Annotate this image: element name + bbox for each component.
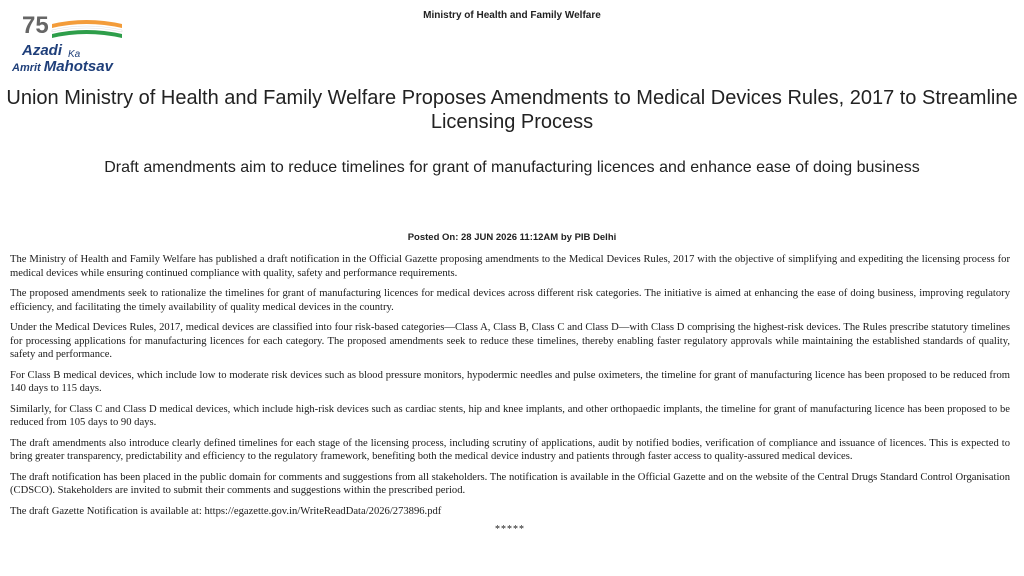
end-marker: ***** bbox=[495, 524, 525, 535]
release-body bbox=[10, 253, 1010, 535]
paragraph: The proposed amendments seek to rationalize the timelines for grant of manufacturing licences for medical devices across different risk categories. The initiative is aimed at enhancing the ease of doing business, improving regulatory efficiency, and facilitating the timely availability of quality medical devices in the country. bbox=[10, 288, 1010, 313]
ministry-header: Ministry of Health and Family Welfare bbox=[423, 10, 601, 21]
paragraph: The draft amendments also introduce clearly defined timelines for each stage of the licensing process, including scrutiny of applications, audit by notified bodies, verification of compliance and issuance of licences. This is expected to bring greater transparency, predictability and efficiency to the regulatory framework, benefiting both the medical device industry and patients through faster access to quality-assured medical devices. bbox=[10, 437, 1010, 462]
release-subtitle: Draft amendments aim to reduce timelines for grant of manufacturing licences and enhance ease of doing business bbox=[104, 159, 920, 176]
paragraph: For Class B medical devices, which include low to moderate risk devices such as blood pressure monitors, hypodermic needles and pulse oximeters, the timeline for grant of manufacturing licence has been proposed to be reduced from 140 days to 115 days. bbox=[10, 369, 1010, 394]
logo-number: 75 bbox=[22, 12, 49, 39]
release-title: Union Ministry of Health and Family Welfare Proposes Amendments to Medical Devices Rules, 2017 to Streamline Licensing Process bbox=[6, 87, 1018, 133]
azadi-ka-amrit-mahotsav-logo bbox=[12, 12, 152, 78]
gazette-prefix: The draft Gazette Notification is available at: bbox=[10, 505, 202, 517]
flag-swoosh-icon bbox=[50, 18, 124, 42]
paragraph: Similarly, for Class C and Class D medical devices, which include high-risk devices such as cardiac stents, hip and knee implants, and other orthopaedic implants, the timeline for grant of manufacturing licence has been proposed to be reduced from 105 days to 90 days. bbox=[10, 403, 1010, 428]
paragraph: The Ministry of Health and Family Welfare has published a draft notification in the Official Gazette proposing amendments to the Medical Devices Rules, 2017 with the objective of simplifying and expediting the licensing process for medical devices while ensuring continued compliance with quality, safety and performance requirements. bbox=[10, 254, 1010, 279]
paragraph: Under the Medical Devices Rules, 2017, medical devices are classified into four risk-based categories—Class A, Class B, Class C and Class D—with Class D comprising the highest-risk devices. The Rules prescribe statutory timelines for processing applications for manufacturing licences for each category. The proposed amendments seek to reduce these timelines, thereby enabling faster regulatory approvals while maintaining the established standards of quality, safety and performance. bbox=[10, 322, 1010, 360]
logo-amrit-mahotsav bbox=[12, 58, 113, 75]
logo-amrit: Amrit bbox=[12, 62, 41, 74]
posted-on: Posted On: 28 JUN 2026 11:12AM by PIB Delhi bbox=[407, 232, 617, 243]
logo-mahotsav: Mahotsav bbox=[43, 58, 113, 75]
paragraph: The draft notification has been placed in the public domain for comments and suggestions from all stakeholders. The notification is available in the Official Gazette and on the website of the Central Drugs Standard Control Organisation (CDSCO). Stakeholders are invited to submit their comments and suggestions within the prescribed period. bbox=[10, 471, 1010, 496]
logo-ka: Ka bbox=[68, 49, 81, 60]
gazette-link[interactable]: https://egazette.gov.in/WriteReadData/2026/273896.pdf bbox=[204, 505, 442, 517]
logo-azadi: Azadi bbox=[22, 42, 63, 59]
gazette-line bbox=[10, 505, 1010, 519]
